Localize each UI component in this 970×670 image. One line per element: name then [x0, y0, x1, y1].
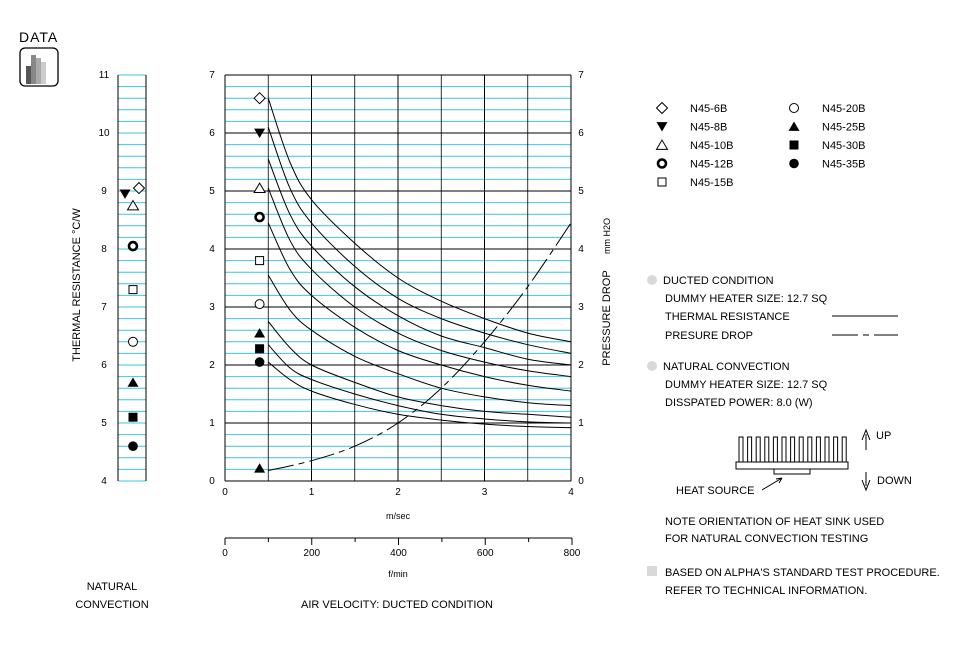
x-fmin-tick: 400: [390, 548, 407, 559]
pressure-drop-curve: [268, 223, 571, 471]
ducted-caption: AIR VELOCITY: DUCTED CONDITION: [301, 599, 493, 611]
natural-convection-panel: [71, 70, 149, 611]
heat-source-label: HEAT SOURCE: [676, 485, 755, 497]
left-ytick: 5: [209, 186, 215, 197]
left-ytick: 1: [209, 418, 215, 429]
square-bullet-icon: [647, 566, 657, 576]
left-ytick: 7: [209, 70, 215, 81]
orientation-note-line2: FOR NATURAL CONVECTION TESTING: [665, 533, 869, 545]
legend-label: N45-20B: [822, 103, 866, 115]
x-fmin-tick: 0: [222, 548, 228, 559]
legend-label: N45-12B: [690, 158, 734, 171]
legend-marker-n45-10b: [657, 140, 668, 149]
natural-point-n45-15b: [129, 286, 137, 294]
ducted-marker-n45-35b: [255, 357, 265, 367]
mmh2o-ylabel: mm H2O: [602, 218, 612, 254]
left-ytick: 6: [209, 128, 215, 139]
x-ms-tick: 1: [308, 487, 315, 498]
thermal-curve-n45-6b: [268, 98, 571, 342]
x-ms-tick: 3: [481, 487, 488, 498]
legend-item: [790, 103, 866, 115]
ducted-marker-n45-6b: [254, 93, 265, 104]
legend-item: [658, 159, 733, 171]
natural-ytick: 11: [98, 70, 110, 81]
left-ytick: 3: [209, 302, 215, 313]
thermal-curve-n45-12b: [268, 188, 571, 377]
pressure-drop-marker: [254, 463, 265, 472]
data-badge: [19, 29, 58, 86]
natural-point-n45-8b: [120, 190, 131, 199]
thermal-resistance-key: THERMAL RESISTANCE: [665, 311, 790, 323]
natural-convection-title: NATURAL CONVECTION: [663, 361, 790, 373]
x-ms-label: m/sec: [385, 511, 411, 521]
natural-bullet-icon: [647, 361, 657, 371]
orientation-note-line1: NOTE ORIENTATION OF HEAT SINK USED: [665, 516, 885, 528]
legend-marker-n45-15b: [658, 178, 666, 186]
natural-heater-size: DUMMY HEATER SIZE: 12.7 SQ: [665, 379, 828, 391]
legend-label: N45-8B: [690, 121, 728, 134]
natural-ylabel: THERMAL RESISTANCE °C/W: [71, 208, 83, 362]
left-ytick: 2: [209, 360, 215, 371]
natural-ytick: 4: [101, 476, 107, 487]
thermal-curve-n45-35b: [268, 362, 571, 428]
legend-marker-n45-30b: [790, 141, 799, 150]
dissipated-power: DISSPATED POWER: 8.0 (W): [665, 397, 813, 409]
natural-point-n45-6b: [134, 183, 145, 194]
heat-source-arrow-icon: [762, 478, 782, 490]
ducted-condition-title: DUCTED CONDITION: [663, 275, 774, 287]
legend-label: N45-25B: [822, 121, 866, 134]
natural-ytick: 5: [101, 418, 107, 429]
ducted-marker-n45-15b: [256, 257, 264, 265]
legend: [657, 103, 866, 190]
thermal-curve-n45-20b: [268, 275, 571, 406]
based-note-line1: BASED ON ALPHA'S STANDARD TEST PROCEDURE.: [665, 567, 940, 579]
legend-item: [657, 140, 734, 152]
up-arrow-icon: [862, 430, 870, 450]
natural-point-n45-20b: [129, 337, 138, 346]
data-badge-label: DATA: [19, 29, 59, 45]
ducted-marker-n45-25b: [254, 328, 265, 337]
notes-panel: [647, 275, 940, 597]
natural-point-n45-30b: [129, 413, 138, 422]
pressure-drop-key: PRESURE DROP: [665, 330, 754, 342]
ducted-marker-n45-12b: [256, 213, 264, 221]
thermal-curve-n45-8b: [268, 127, 571, 353]
x-fmin-label: f/min: [388, 569, 408, 579]
based-note-line2: REFER TO TECHNICAL INFORMATION.: [665, 585, 868, 597]
right-ytick: 6: [578, 128, 584, 139]
ducted-marker-n45-30b: [255, 344, 264, 353]
right-ytick: 3: [578, 302, 584, 313]
left-ytick: 4: [209, 244, 215, 255]
x-fmin-tick: 200: [303, 548, 321, 559]
legend-label: N45-30B: [822, 140, 866, 152]
legend-item: [789, 159, 865, 171]
down-label: DOWN: [877, 475, 912, 487]
legend-item: [658, 177, 733, 189]
natural-ytick: 6: [101, 360, 107, 371]
legend-marker-n45-35b: [789, 159, 799, 169]
right-ytick: 1: [578, 418, 584, 429]
ducted-marker-n45-20b: [255, 300, 264, 309]
legend-marker-n45-8b: [657, 122, 668, 131]
legend-marker-n45-6b: [657, 103, 668, 114]
natural-ytick: 9: [101, 186, 107, 197]
ducted-marker-n45-10b: [254, 183, 265, 192]
natural-ytick: 10: [98, 128, 110, 139]
x-fmin-tick: 600: [476, 548, 494, 559]
up-label: UP: [876, 430, 892, 442]
x-ms-tick: 0: [222, 487, 228, 498]
heat-sink-illustration: [736, 437, 848, 474]
natural-point-n45-12b: [129, 242, 137, 250]
legend-label: N45-10B: [690, 140, 734, 152]
natural-point-n45-10b: [128, 201, 139, 210]
legend-item: [657, 122, 728, 134]
natural-point-n45-25b: [128, 377, 139, 386]
natural-caption-line2: CONVECTION: [75, 599, 149, 611]
x-ms-tick: 4: [568, 487, 574, 498]
right-ytick: 4: [578, 244, 584, 255]
bar-chart-logo-icon: [20, 48, 58, 86]
down-arrow-icon: [862, 472, 870, 490]
legend-label: N45-15B: [690, 177, 734, 189]
ducted-bullet-icon: [647, 275, 657, 285]
right-ytick: 0: [578, 476, 584, 487]
legend-item: [657, 103, 728, 116]
legend-item: [790, 140, 866, 152]
natural-caption-line1: NATURAL: [86, 581, 138, 593]
right-ytick: 7: [578, 70, 584, 81]
natural-ytick: 7: [101, 302, 107, 313]
legend-label: N45-6B: [690, 103, 728, 115]
legend-label: N45-35B: [822, 158, 866, 171]
natural-point-n45-35b: [128, 441, 138, 451]
legend-marker-n45-12b: [658, 160, 666, 168]
x-fmin-tick: 800: [563, 548, 581, 559]
legend-marker-n45-25b: [789, 122, 800, 131]
ducted-condition-panel: [209, 70, 613, 611]
ducted-heater-size: DUMMY HEATER SIZE: 12.7 SQ: [665, 293, 828, 305]
right-ytick: 5: [578, 186, 584, 197]
natural-ytick: 8: [101, 244, 107, 255]
legend-item: [789, 122, 866, 134]
thermal-curve-n45-10b: [268, 159, 571, 365]
legend-marker-n45-20b: [790, 104, 799, 113]
x-ms-tick: 2: [395, 487, 401, 498]
right-ytick: 2: [578, 360, 584, 371]
pressure-drop-ylabel: PRESSURE DROP: [601, 270, 613, 366]
left-ytick: 0: [209, 476, 215, 487]
